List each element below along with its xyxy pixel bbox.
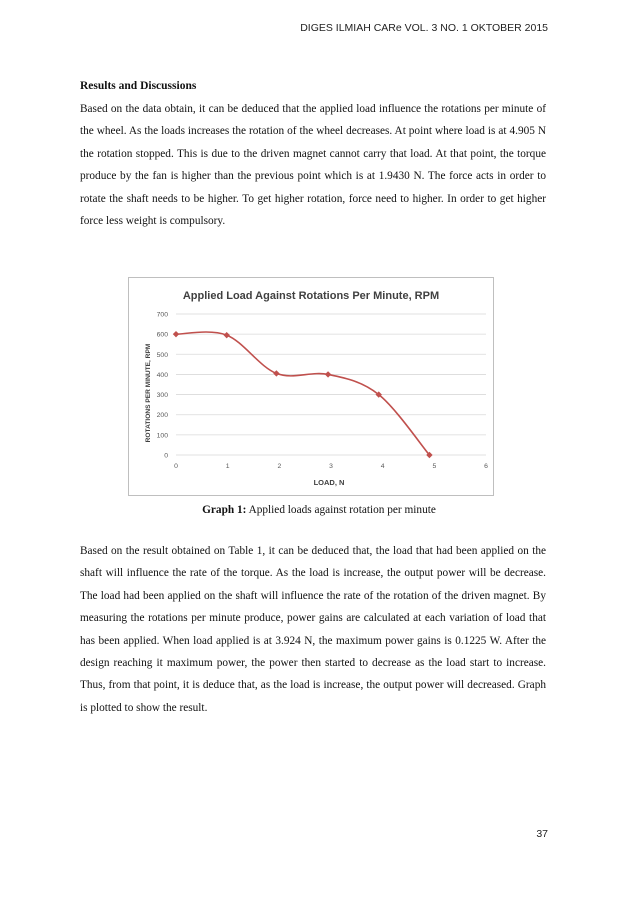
running-header: DIGES ILMIAH CARe VOL. 3 NO. 1 OKTOBER 2015 — [300, 22, 548, 34]
y-tick-label: 600 — [156, 331, 168, 339]
x-tick-label: 4 — [380, 463, 385, 470]
section-heading: Results and Discussions — [80, 80, 197, 92]
figure-caption — [0, 504, 638, 516]
x-tick-label: 0 — [174, 463, 178, 470]
data-point-marker — [173, 331, 179, 337]
line-chart — [129, 278, 493, 495]
data-point-marker — [273, 370, 279, 376]
caption-text: Applied loads against rotation per minute — [246, 504, 436, 516]
x-tick-label: 6 — [484, 463, 488, 470]
y-tick-label: 700 — [156, 311, 168, 319]
chart-title: Applied Load Against Rotations Per Minute, RPM — [182, 290, 440, 302]
y-tick-label: 500 — [156, 351, 168, 359]
x-tick-label: 1 — [225, 463, 230, 470]
data-point-marker — [325, 371, 331, 377]
caption-label: Graph 1: — [202, 504, 247, 516]
y-tick-label: 200 — [156, 412, 168, 420]
y-axis-label: ROTATIONS PER MINUTE, RPM — [145, 343, 152, 443]
series-line — [176, 332, 429, 455]
x-tick-label: 2 — [277, 463, 282, 470]
results-paragraph-2: Based on the result obtained on Table 1, it can be deduced that, the load that had been applied on the shaft will influence the rate of the torque. As the load is increase, the output power will be decrease. The load had been applied on the shaft will influence the rate of the rotation of the driven magnet. By measuring the rotations per minute produce, power gains are calculated at each variation of load that has been applied. When load applied is at 3.924 N, the maximum power gains is 0.1225 W. After the design reaching it maximum power, the power then started to decrease as the load start to increase. Thus, from that point, it is deduce that, as the load is increase, the output power will decreased. Graph is plotted to show the result. — [80, 545, 546, 714]
data-point-marker — [223, 332, 229, 338]
gridlines — [176, 314, 486, 455]
axis-ticks — [157, 312, 488, 471]
y-tick-label: 400 — [156, 371, 168, 379]
y-tick-label: 100 — [156, 432, 168, 440]
x-tick-label: 5 — [432, 463, 437, 470]
y-tick-label: 0 — [164, 452, 168, 460]
y-tick-label: 300 — [156, 392, 168, 400]
results-paragraph-1: Based on the data obtain, it can be deduced that the applied load influence the rotations per minute of the wheel. As the loads increases the rotation of the wheel decreases. At point where load is at 4.905 N the rotation stopped. This is due to the driven magnet cannot carry that load. At that point, the torque produce by the fan is higher than the previous point which is at 1.9430 N. The force acts in order to rotate the shaft needs to be higher. To get higher rotation, force need to higher. In order to get higher force less weight is compulsory. — [80, 103, 546, 228]
x-axis-label: LOAD, N — [313, 478, 345, 487]
page-number: 37 — [536, 828, 548, 840]
chart-frame — [128, 277, 494, 496]
x-tick-label: 3 — [329, 463, 333, 470]
